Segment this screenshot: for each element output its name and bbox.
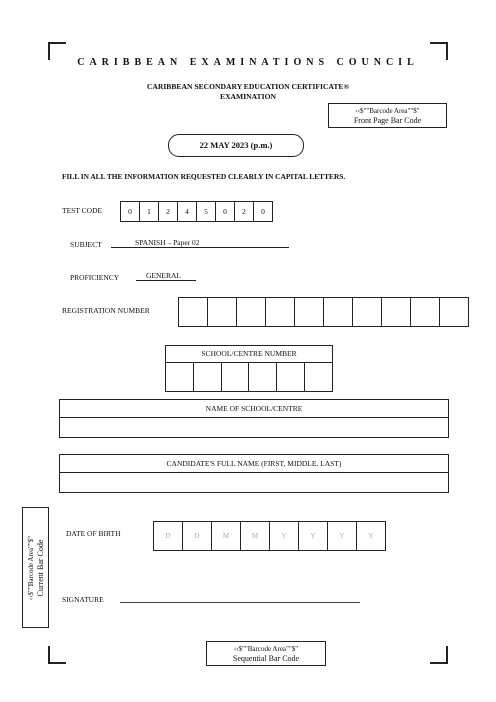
registration-number-boxes[interactable] xyxy=(178,297,469,327)
school-number-block xyxy=(165,345,333,392)
test-code-digit: 4 xyxy=(177,201,197,222)
corner-mark-bottom-right xyxy=(430,646,448,664)
school-number-box[interactable] xyxy=(221,363,249,391)
candidate-name-block xyxy=(59,454,449,493)
signature-label: SIGNATURE xyxy=(62,595,104,604)
council-title: CARIBBEAN EXAMINATIONS COUNCIL xyxy=(77,57,419,68)
registration-box[interactable] xyxy=(265,297,295,327)
dob-box-month[interactable]: M xyxy=(240,521,270,551)
registration-box[interactable] xyxy=(323,297,353,327)
test-code-digit: 5 xyxy=(196,201,216,222)
sequential-barcode-area xyxy=(206,641,326,666)
dob-box-year[interactable]: Y xyxy=(327,521,357,551)
dob-boxes[interactable] xyxy=(153,521,386,551)
exam-title xyxy=(110,82,386,102)
school-number-box[interactable] xyxy=(276,363,304,391)
school-name-label: NAME OF SCHOOL/CENTRE xyxy=(60,400,448,418)
dob-box-month[interactable]: M xyxy=(211,521,241,551)
test-code-boxes xyxy=(120,201,273,222)
school-number-boxes[interactable] xyxy=(166,363,332,391)
test-code-digit: 0 xyxy=(120,201,140,222)
test-code-digit: 0 xyxy=(253,201,273,222)
school-number-box[interactable] xyxy=(193,363,221,391)
subject-label: SUBJECT xyxy=(70,240,102,249)
exam-date: 22 MAY 2023 (p.m.) xyxy=(168,134,304,157)
subject-value: SPANISH – Paper 02 xyxy=(111,238,289,248)
dob-box-year[interactable]: Y xyxy=(356,521,386,551)
corner-mark-bottom-left xyxy=(48,646,66,664)
registration-label: REGISTRATION NUMBER xyxy=(62,306,150,315)
registration-box[interactable] xyxy=(381,297,411,327)
test-code-digit: 2 xyxy=(234,201,254,222)
test-code-label: TEST CODE xyxy=(62,206,103,215)
registration-box[interactable] xyxy=(207,297,237,327)
registration-box[interactable] xyxy=(410,297,440,327)
test-code-digit: 1 xyxy=(139,201,159,222)
exam-title-line1: CARIBBEAN SECONDARY EDUCATION CERTIFICATE® xyxy=(146,82,350,91)
school-name-field[interactable] xyxy=(60,418,448,437)
candidate-name-label: CANDIDATE'S FULL NAME (FIRST, MIDDLE, LAST) xyxy=(60,455,448,473)
barcode-marker: ‹‹$""Barcode Area""$" xyxy=(26,535,35,600)
school-number-box[interactable] xyxy=(304,363,332,391)
proficiency-label: PROFICIENCY xyxy=(70,273,120,282)
dob-label: DATE OF BIRTH xyxy=(66,529,121,538)
school-number-box[interactable] xyxy=(166,363,193,391)
test-code-digit: 2 xyxy=(158,201,178,222)
registration-box[interactable] xyxy=(178,297,208,327)
barcode-marker: ‹‹$""Barcode Area""$" xyxy=(355,107,420,115)
registration-box[interactable] xyxy=(236,297,266,327)
school-name-block xyxy=(59,399,449,438)
dob-box-year[interactable]: Y xyxy=(269,521,299,551)
registration-box[interactable] xyxy=(352,297,382,327)
barcode-caption: Sequential Bar Code xyxy=(232,654,300,663)
current-barcode-area xyxy=(22,507,49,628)
exam-title-line2: EXAMINATION xyxy=(220,92,276,101)
dob-box-year[interactable]: Y xyxy=(298,521,328,551)
front-page-barcode-area xyxy=(328,103,447,128)
proficiency-value: GENERAL xyxy=(136,271,196,281)
barcode-caption: Current Bar Code xyxy=(35,539,45,596)
candidate-name-field[interactable] xyxy=(60,473,448,492)
registration-box[interactable] xyxy=(439,297,469,327)
school-number-label: SCHOOL/CENTRE NUMBER xyxy=(166,346,332,363)
instruction-text: FILL IN ALL THE INFORMATION REQUESTED CLEARLY IN CAPITAL LETTERS. xyxy=(62,172,346,181)
school-number-box[interactable] xyxy=(248,363,276,391)
signature-line[interactable] xyxy=(120,602,360,603)
barcode-caption: Front Page Bar Code xyxy=(353,116,422,125)
barcode-marker: ‹‹$""Barcode Area""$" xyxy=(233,645,299,653)
dob-box-day[interactable]: D xyxy=(182,521,212,551)
registration-box[interactable] xyxy=(294,297,324,327)
dob-box-day[interactable]: D xyxy=(153,521,183,551)
test-code-digit: 0 xyxy=(215,201,235,222)
